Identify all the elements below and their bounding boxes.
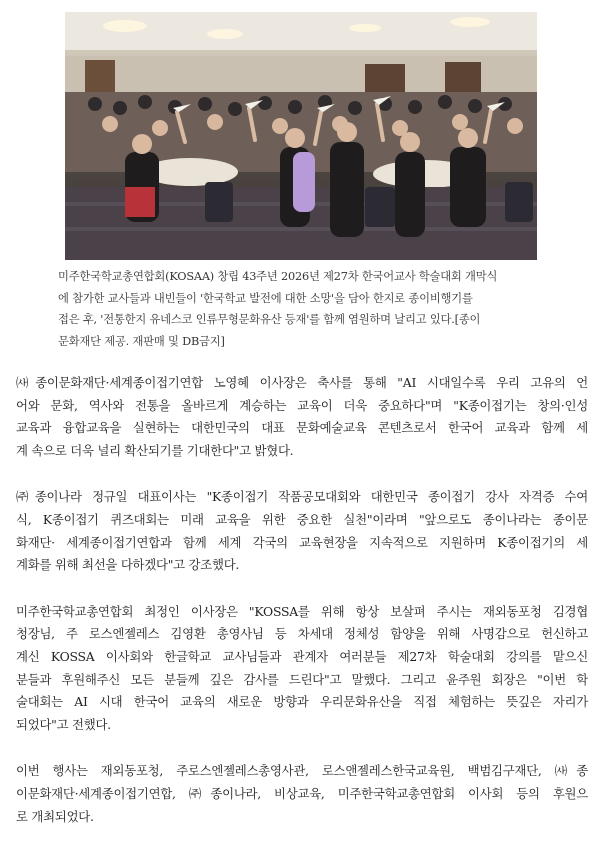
caption-line: 미주한국학교총연합회(KOSAA) 창립 43주년 2026년 제27차 한국어교사 학술대회 개막식 bbox=[58, 270, 498, 283]
paragraph-line: 어와 문화, 역사와 전통을 올바르게 계승하는 교육이 더욱 중요하다"며 "K종이접기는 창의·인성 bbox=[16, 397, 588, 413]
article-paragraph bbox=[16, 601, 588, 737]
paragraph-line: 분들과 후원해주신 모든 분들께 깊은 감사를 드린다"고 말했다. 그리고 윤주원 회장은 "이번 학 bbox=[16, 671, 588, 687]
paragraph-line: 로 개최되었다. bbox=[16, 808, 94, 824]
caption-line: 에 참가한 교사들과 내빈들이 '한국학교 발전에 대한 소망'을 담아 한지로 종이비행기를 bbox=[58, 291, 473, 305]
paragraph-line: 되었다"고 전했다. bbox=[16, 716, 111, 732]
paragraph-line: 화재단· 세계종이접기연합과 함께 세계 각국의 교육현장을 지속적으로 지원하며 K종이접기의 세 bbox=[16, 534, 588, 550]
paragraph-line: 이문화재단·세계종이접기연합, ㈜종이나라, 비상교육, 미주한국학교총연합회 이사회 등의 후원으 bbox=[16, 785, 588, 801]
paragraph-line: 술대회는 AI 시대 한국어 교육의 새로운 방향과 우리문화유산을 직접 체험하는 뜻깊은 자리가 bbox=[16, 694, 588, 710]
caption-line: 문화재단 제공. 재판매 및 DB금지] bbox=[58, 334, 225, 348]
paragraph-line: ㈔종이문화재단·세계종이접기연합 노영혜 이사장은 축사를 통해 "AI 시대일수록 우리 고유의 언 bbox=[16, 375, 588, 390]
ballroom-crowd-image bbox=[65, 12, 537, 260]
article-paragraph bbox=[16, 372, 588, 462]
article-paragraph bbox=[16, 760, 588, 828]
article-body bbox=[16, 372, 588, 852]
paragraph-line: 미주한국학교총연합회 최정인 이사장은 "KOSSA를 위해 항상 보살펴 주시는 재외동포청 김경협 bbox=[16, 603, 588, 619]
paragraph-line: ㈜종이나라 정규일 대표이사는 "K종이접기 작품공모대회와 대한민국 종이접기 강사 자격증 수여 bbox=[16, 489, 588, 505]
paragraph-line: 계 속으로 더욱 널리 확산되기를 기대한다"고 밝혔다. bbox=[16, 442, 294, 458]
paragraph-line: 계신 KOSSA 이사회와 한글학교 교사님들과 관계자 여러분들 제27차 학술대회 강의를 맡으신 bbox=[16, 648, 588, 664]
paragraph-line: 계화를 위해 최선을 다하겠다"고 강조했다. bbox=[16, 557, 240, 573]
photo-caption bbox=[58, 266, 544, 352]
caption-line: 접은 후, '전통한지 유네스코 인류무형문화유산 등재'를 함께 염원하며 날리고 있다.[종이 bbox=[58, 313, 481, 326]
paragraph-line: 청장님, 주 로스엔젤레스 김영환 총영사님 등 차세대 정체성 함양을 위해 사명감으로 헌신하고 bbox=[16, 626, 588, 642]
paragraph-line: 식, K종이접기 퀴즈대회는 미래 교육을 위한 중요한 실천"이라며 "앞으로도 종이나라는 종이문 bbox=[16, 511, 588, 527]
event-photo bbox=[65, 12, 537, 260]
paragraph-line: 이번 행사는 재외동포청, 주로스엔젤레스총영사관, 로스앤젤레스한국교육원, 백범김구재단, ㈔종 bbox=[16, 763, 588, 779]
article-paragraph bbox=[16, 486, 588, 576]
paragraph-line: 교육과 융합교육을 실현하는 대한민국의 대표 문화예술교육 콘텐츠로서 한국어 교육과 함께 세 bbox=[16, 420, 588, 436]
